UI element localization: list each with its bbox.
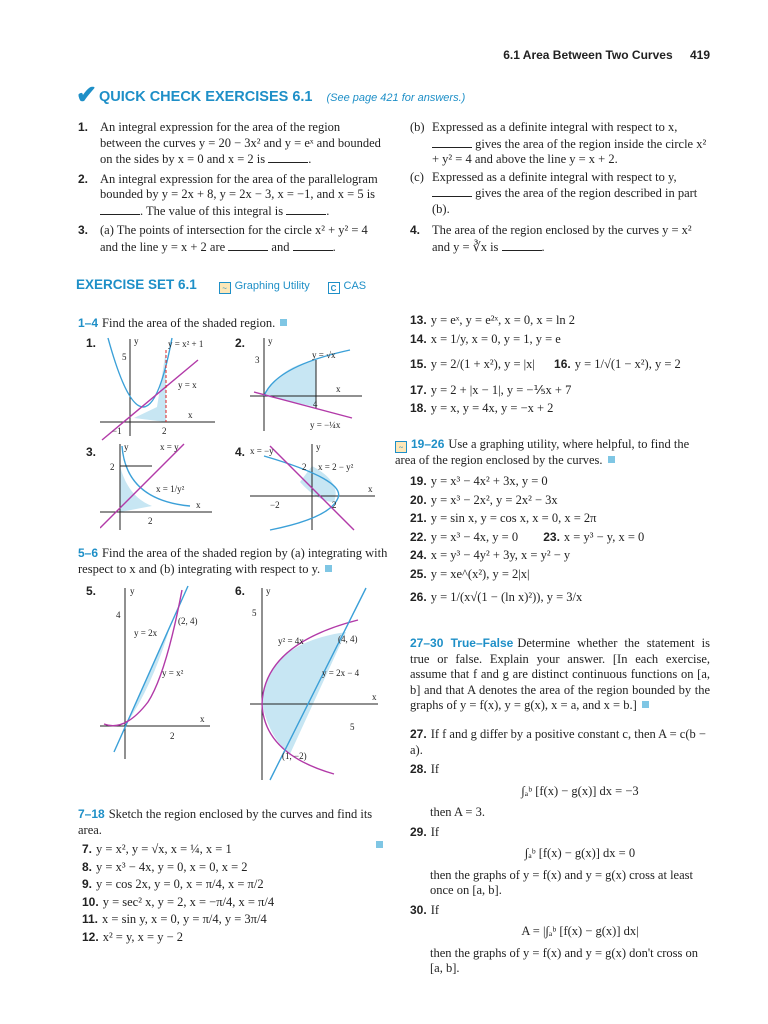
problem-text: y = sin x, y = cos x, x = 0, x = 2π	[430, 511, 597, 525]
problem-number: 13.	[410, 313, 427, 327]
figure-1	[100, 336, 220, 441]
instruction-text: Use a graphing utility, where helpful, to find the area of the region enclosed by the curves.	[395, 437, 690, 467]
answer-blank	[228, 239, 268, 251]
qc-number: 2.	[78, 171, 89, 186]
problem-number: 21.	[410, 511, 427, 525]
curve-label: y² = 4x	[278, 636, 304, 646]
problem-text: y = x, y = 4x, y = −x + 2	[430, 401, 554, 415]
quick-check-right	[410, 120, 710, 257]
shaded-region	[262, 632, 346, 754]
curve-label: y = x²	[162, 668, 184, 678]
graphing-utility-icon: ~	[395, 441, 407, 453]
problem-text: y = x³ − 4x² + 3x, y = 0	[430, 474, 548, 488]
problem	[410, 401, 710, 417]
exercise-set-title	[76, 277, 366, 294]
problem-number: 27.	[410, 727, 427, 741]
problem-number: 26.	[410, 590, 427, 604]
figure-number: 3.	[86, 445, 97, 459]
qc-number: 3.	[78, 223, 89, 237]
integral-formula: ∫ₐᵇ [f(x) − g(x)] dx = 0	[524, 846, 636, 860]
problem-number: 7.	[82, 842, 93, 856]
point-label: (2, 4)	[178, 616, 198, 626]
figure-number: 4.	[235, 445, 246, 459]
range-label: 5–6	[78, 546, 99, 560]
legend-cas	[328, 280, 367, 292]
range-label: 19–26	[411, 437, 445, 451]
qc-text: Expressed as a definite integral with respect to y,	[432, 169, 677, 184]
problem-text: x² = y, x = y − 2	[102, 929, 184, 944]
problem-text: x = y³ − 4y² + 3y, x = y² − y	[430, 548, 571, 562]
curve-label: y = x	[178, 380, 197, 390]
tf-problem	[410, 727, 710, 758]
problem-text: x = y³ − y, x = 0	[563, 529, 645, 544]
legend-label: Graphing Utility	[234, 280, 310, 292]
shaded-region	[134, 350, 166, 422]
instruction-1-4	[78, 316, 388, 332]
problem-text: y = x³ − 4x, y = 0, x = 0, x = 2	[96, 859, 248, 874]
qc-item-3c	[410, 170, 710, 218]
tick-label: 2	[110, 462, 115, 472]
problem	[82, 930, 387, 946]
problem-number: 16.	[554, 357, 571, 371]
problem-text: y = eˣ, y = e²ˣ, x = 0, x = ln 2	[430, 313, 576, 327]
tick-label: 2	[170, 731, 175, 741]
instruction-text: Sketch the region enclosed by the curves and find its area.	[78, 807, 373, 837]
page-header	[503, 48, 710, 62]
figure-number: 2.	[235, 336, 246, 350]
range-label: 27–30 True–False	[410, 636, 514, 650]
quick-check-heading: QUICK CHECK EXERCISES 6.1	[98, 89, 313, 105]
graphing-utility-icon: ~	[219, 282, 231, 294]
problem-number: 29.	[410, 824, 427, 839]
axis-label: x	[336, 384, 341, 394]
square-marker-icon	[642, 701, 649, 708]
problem	[410, 383, 710, 399]
qc-number: 1.	[78, 120, 89, 134]
quick-check-title	[76, 80, 465, 110]
axis-label: x	[200, 714, 205, 724]
qc-item-3: 3. (a) The points of intersection for the circle x² + y² = 4 and the line y = x + 2 are and .	[78, 223, 368, 254]
square-marker-icon	[280, 319, 287, 326]
problems-19-26	[410, 474, 710, 606]
figure-3	[100, 442, 220, 532]
range-label: 7–18	[78, 807, 105, 821]
problem-text: x = 1/y, x = 0, y = 1, y = e	[430, 331, 561, 346]
answers-note: (See page 421 for answers.)	[326, 92, 466, 104]
problem-text: y = x³ − 4x, y = 0	[430, 529, 519, 544]
problem-number: 30.	[410, 902, 427, 917]
integral-formula: ∫ₐᵇ [f(x) − g(x)] dx = −3	[521, 783, 639, 798]
figure-4	[250, 442, 385, 532]
tick-label: 2	[332, 500, 337, 510]
problem-text: y = 1/(x√(1 − (ln x)²)), y = 3/x	[430, 590, 583, 604]
qc-text: gives the area of the region described in part (b).	[432, 186, 698, 216]
answer-blank	[100, 203, 140, 215]
qc-text: The area of the region enclosed by the curves y = x² and y = ∛x is	[432, 223, 692, 254]
problem-text: y = 2 + |x − 1|, y = −⅕x + 7	[430, 382, 572, 397]
problem-number: 12.	[82, 929, 99, 944]
qc-item-1: 1. An integral expression for the area of the region between the curves y = 20 − 3x² and y = eˣ and bounded on the sides by x = 0 and x = 2 is .	[78, 120, 381, 166]
curve-label: x = 1/y²	[156, 484, 185, 494]
axis-label: y	[130, 586, 135, 596]
quick-check-left	[78, 120, 383, 257]
problem-number: 8.	[82, 859, 93, 874]
tick-label: 2	[162, 426, 167, 436]
qc-text: and	[271, 239, 290, 254]
instruction-text: Find the area of the shaded region by (a) integrating with respect to x and (b) integrating with respect to y.	[78, 546, 388, 576]
problem-text: If f and g differ by a positive constant c, then A = c(b − a).	[410, 727, 706, 757]
curve-label: y = 2x	[134, 628, 158, 638]
problem-number: 14.	[410, 331, 427, 346]
axis-label: y	[316, 442, 321, 452]
instruction-text: Determine whether the statement is true or false. Explain your answer. [In each exercise, assume that f and g are distinct continuous functions on [a, b] and that A denotes the area of the region bounded by the graphs of y = f(x), y = g(x), x = a, and x = b.]	[410, 636, 710, 712]
problem-number: 19.	[410, 474, 427, 488]
qc-text: (a) The points of intersection for the circle x² + y² = 4 and the line y = x + 2 are	[100, 223, 368, 254]
point-label: (1, −2)	[282, 751, 307, 761]
problem-text: y = 1/√(1 − x²), y = 2	[574, 357, 681, 371]
problem-number: 17.	[410, 382, 427, 397]
answer-blank	[502, 239, 542, 251]
problem	[82, 842, 387, 858]
qc-number: 4.	[410, 223, 421, 237]
qc-item-4: 4. The area of the region enclosed by the curves y = x² and y = ∛x is .	[410, 223, 692, 254]
page-number: 419	[689, 48, 710, 62]
axis-label: x	[196, 500, 201, 510]
problem-text: then the graphs of y = f(x) and y = g(x) don't cross on [a, b].	[430, 945, 699, 975]
section-title: 6.1 Area Between Two Curves	[503, 48, 673, 62]
problem-text: y = 2/(1 + x²), y = |x|	[430, 357, 535, 371]
instruction-27-30	[410, 636, 710, 714]
square-marker-icon	[608, 456, 615, 463]
axis-label: y	[124, 442, 129, 452]
figure-5	[100, 584, 220, 764]
problem	[82, 877, 387, 893]
problem-text: y = sec² x, y = 2, x = −π/4, x = π/4	[102, 894, 275, 909]
tick-label: 2	[302, 462, 307, 472]
problem-number: 20.	[410, 492, 427, 507]
tick-label: −1	[112, 426, 122, 436]
cas-icon: C	[328, 282, 340, 294]
problem-text: y = x², y = √x, x = ¼, x = 1	[96, 842, 232, 856]
tick-label: −2	[270, 500, 280, 510]
problem-text: y = cos 2x, y = 0, x = π/4, x = π/2	[96, 877, 264, 891]
instruction-text: Find the area of the shaded region.	[102, 316, 276, 330]
shaded-region	[120, 466, 152, 512]
answer-blank	[432, 136, 472, 148]
curve-label: y = x² + 1	[168, 339, 204, 349]
qc-text: An integral expression for the area of the region between the curves y = 20 − 3x² and y = eˣ and bounded on the sides by x = 0 and x = 2 is	[100, 120, 381, 166]
problems-27-30	[410, 727, 710, 977]
qc-text: An integral expression for the area of the parallelogram bounded by y = 2x + 8, y = 2x − 3, x = −1, and x = 5 is	[100, 171, 378, 201]
tf-problem	[410, 825, 710, 899]
curve-label: x = 2 − y²	[318, 462, 354, 472]
problem-number: 11.	[82, 912, 99, 926]
answer-blank	[432, 185, 472, 197]
point-label: (4, 4)	[338, 634, 358, 644]
figure-6	[250, 584, 385, 784]
tick-label: 5	[350, 722, 355, 732]
problem	[82, 912, 387, 928]
problem-text: then the graphs of y = f(x) and y = g(x) cross at least once on [a, b].	[430, 867, 693, 897]
curve-label: y = 2x − 4	[322, 668, 360, 678]
problem-number: 28.	[410, 762, 427, 776]
axis-label: x	[368, 484, 373, 494]
tick-label: 4	[116, 610, 121, 620]
problem-number: 24.	[410, 548, 427, 562]
problem-row	[410, 353, 710, 377]
qc-text: gives the area of the region inside the circle x² + y² = 4 and above the line y = x + 2.	[432, 136, 707, 166]
axis-label: y	[134, 336, 139, 346]
answer-blank	[293, 239, 333, 251]
problem	[410, 493, 710, 509]
answer-blank	[268, 151, 308, 163]
curve-label: x = y	[160, 442, 179, 452]
answer-blank	[286, 203, 326, 215]
problem-number: 9.	[82, 877, 93, 891]
axis-label: x	[372, 692, 377, 702]
checkmark-icon: ✔	[76, 81, 97, 109]
problem-number: 22.	[410, 529, 427, 544]
tick-label: 5	[252, 608, 257, 618]
figure-number: 6.	[235, 584, 246, 598]
exercise-set-heading: EXERCISE SET 6.1	[76, 277, 197, 292]
problem	[410, 511, 710, 527]
tick-label: 3	[255, 355, 260, 365]
qc-text: Expressed as a definite integral with respect to x,	[432, 120, 678, 134]
problems-13-18	[410, 313, 710, 417]
problem	[410, 548, 710, 564]
problem-text: y = x³ − 2x², y = 2x² − 3x	[430, 492, 558, 507]
problem	[410, 313, 710, 329]
qc-item-3b	[410, 120, 710, 168]
problem	[82, 895, 387, 911]
problem	[82, 860, 387, 876]
curve-label: y = −¼x	[310, 420, 341, 430]
tick-label: 5	[122, 352, 127, 362]
curve-label: y = √x	[312, 350, 336, 360]
problems-7-12	[82, 842, 387, 945]
legend-label: CAS	[343, 280, 367, 292]
problem-number: 18.	[410, 401, 427, 415]
qc-item-2: 2. An integral expression for the area of the parallelogram bounded by y = 2x + 8, y = 2x − 3, x = −1, and x = 5 is . The value of this integral is .	[78, 171, 378, 218]
axis-label: x	[188, 410, 193, 420]
problem-text: then A = 3.	[430, 805, 485, 819]
problem-number: 25.	[410, 566, 427, 581]
problem-text: If	[430, 762, 440, 776]
problem-text: x = sin y, x = 0, y = π/4, y = 3π/4	[102, 912, 267, 926]
range-label: 1–4	[78, 316, 99, 330]
problem	[410, 567, 710, 583]
problem-row	[410, 530, 710, 546]
instruction-19-26	[395, 437, 713, 469]
curve-label: x = −y	[250, 446, 274, 456]
problem	[410, 474, 710, 490]
qc-sub-label: (b)	[410, 120, 425, 134]
axis-label: y	[268, 336, 273, 346]
instruction-5-6	[78, 546, 388, 577]
integral-formula: A = |∫ₐᵇ [f(x) − g(x)] dx|	[521, 924, 639, 938]
tick-label: 2	[148, 516, 153, 526]
qc-text: . The value of this integral is	[140, 203, 284, 218]
axis-label: y	[266, 586, 271, 596]
problem-text: If	[430, 902, 440, 917]
legend-graphing	[219, 280, 310, 292]
tick-label: 4	[313, 399, 318, 409]
tf-problem	[410, 903, 710, 977]
figure-number: 1.	[86, 336, 97, 350]
figure-number: 5.	[86, 584, 97, 598]
problem-number: 23.	[543, 529, 560, 544]
problem-number: 10.	[82, 894, 99, 909]
tf-problem	[410, 762, 710, 821]
problem-text: If	[430, 824, 440, 839]
figure-2	[250, 336, 370, 436]
problem-text: y = xe^(x²), y = 2|x|	[430, 566, 530, 581]
problem	[410, 332, 710, 348]
qc-sub-label: (c)	[410, 169, 424, 184]
problem-number: 15.	[410, 357, 427, 371]
problem	[410, 590, 710, 606]
square-marker-icon	[325, 565, 332, 572]
